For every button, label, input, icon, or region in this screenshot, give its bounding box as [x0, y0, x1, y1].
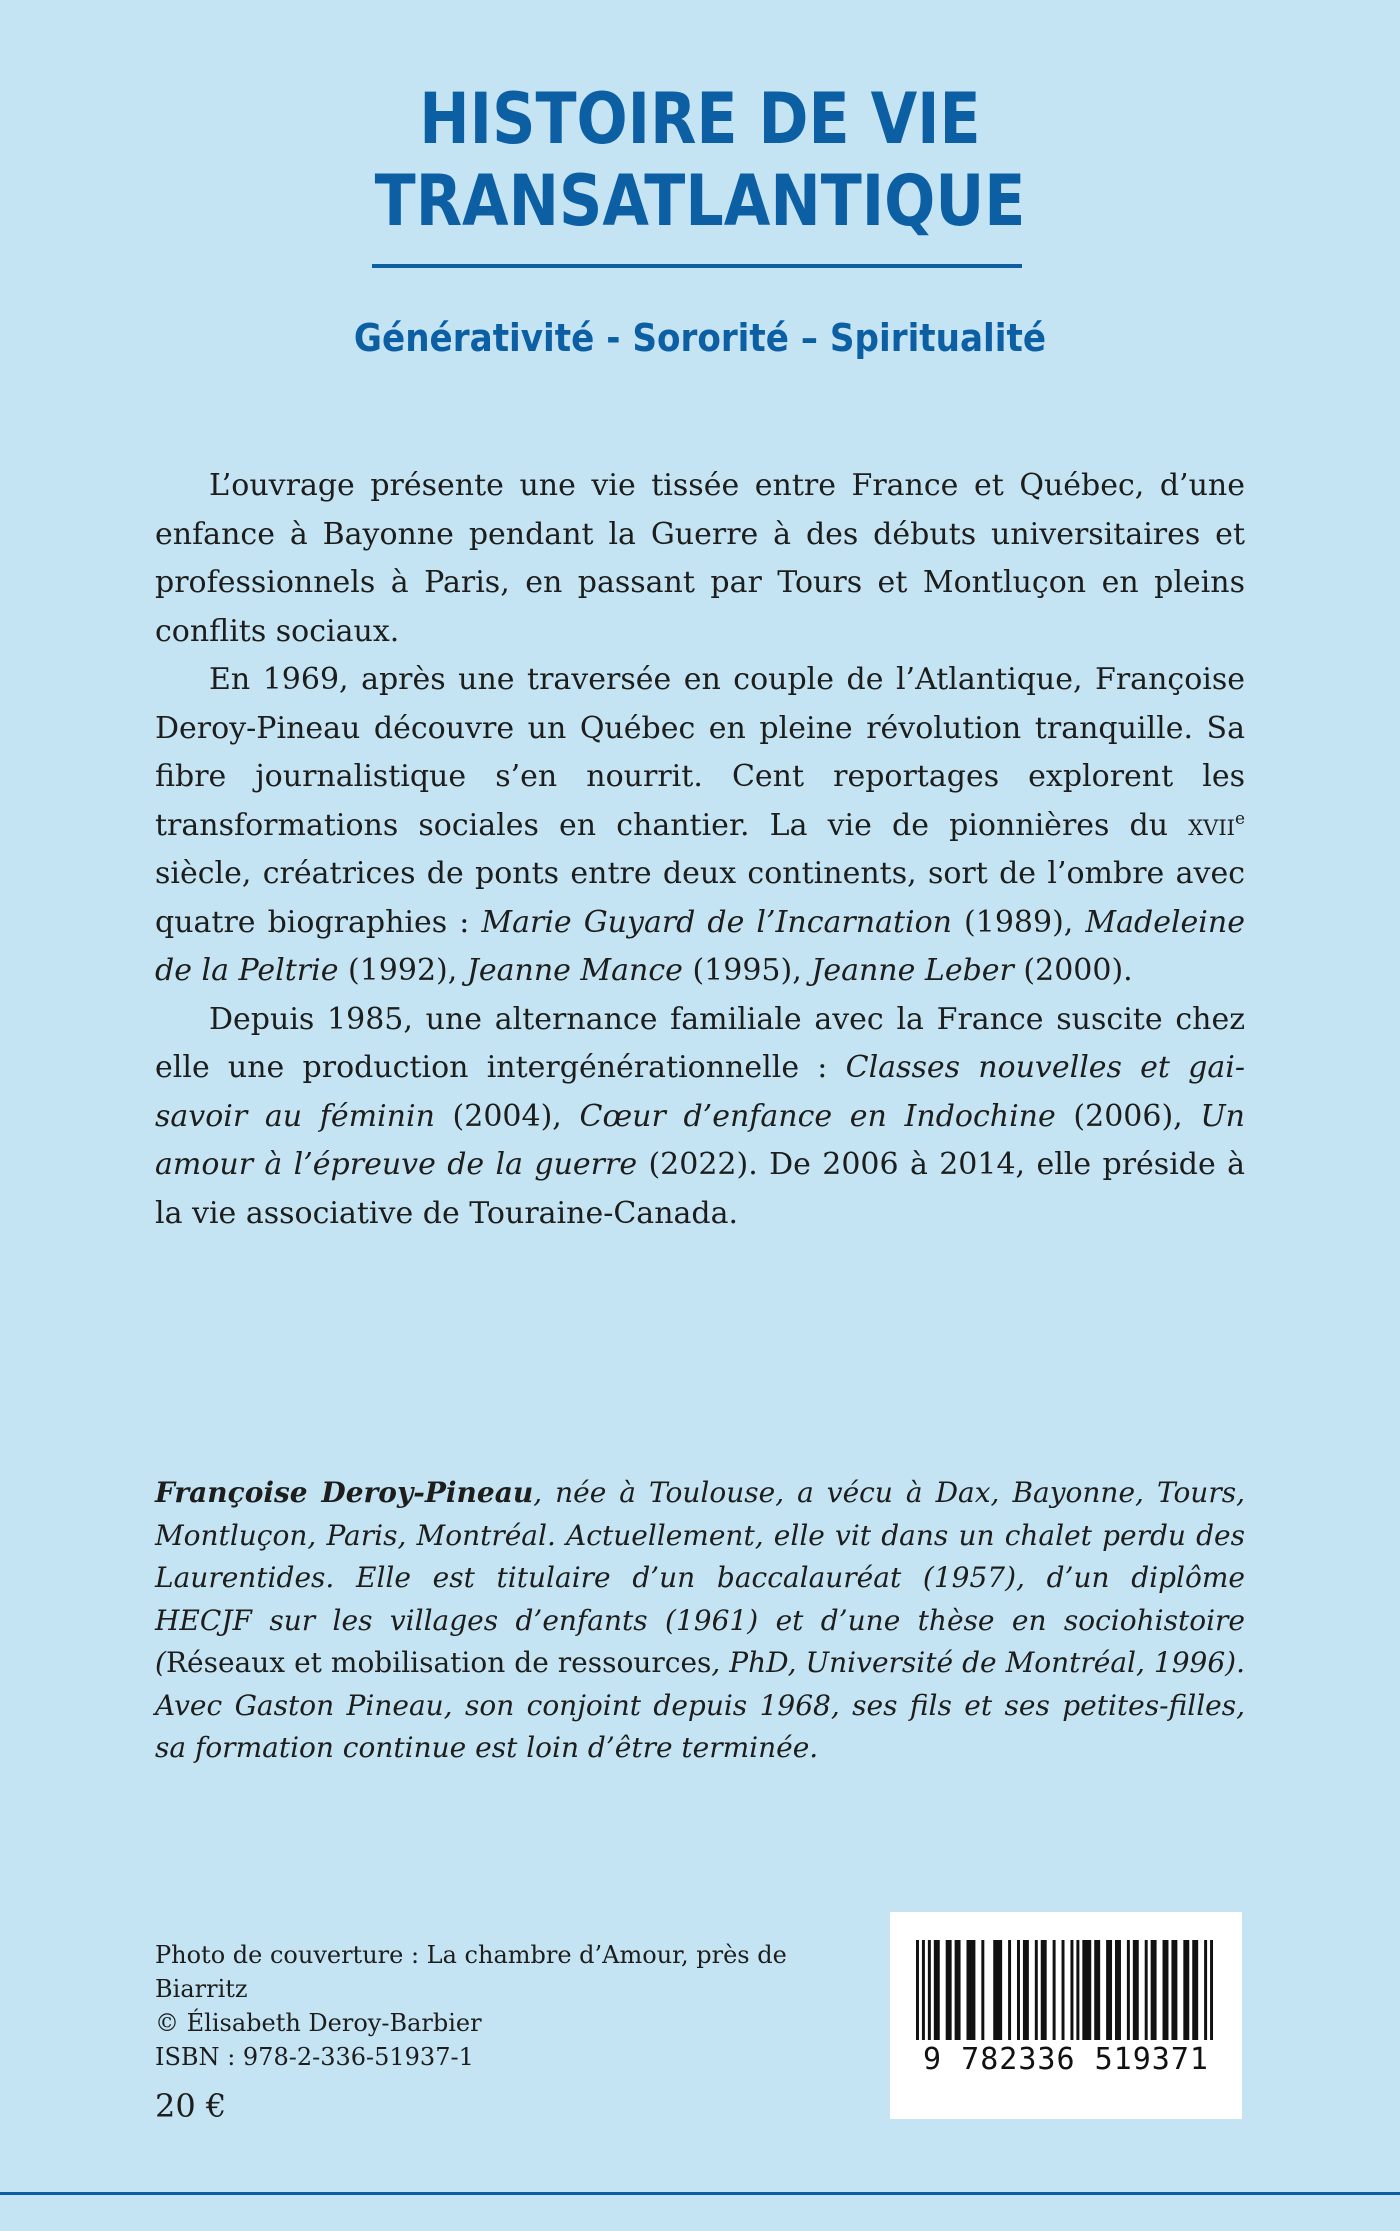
text-span: En 1969, après une traversée en couple de l’Atlantique, Françoise Deroy-Pineau découvre un Québec en pleine révolution tranquille. Sa fibre journalistique s’en nourrit. Cent reportages explorent les transformations sociales en chantier. La vie de pionnières du	[155, 662, 1245, 843]
barcode-bar	[1115, 1940, 1121, 2040]
book-title-italic: Jeanne Leber	[811, 953, 1014, 988]
barcode-bar	[946, 1940, 952, 2040]
barcode-bar	[1106, 1940, 1112, 2040]
barcode-bar	[1192, 1940, 1198, 2040]
summary-paragraph-1: L’ouvrage présente une vie tissée entre France et Québec, d’une enfance à Bayonne pendant la Guerre à des débuts universitaires et professionnels à Paris, en passant par Tours et Montluçon en pleins conflits sociaux.	[155, 468, 1245, 649]
book-title-italic: Classes nouvelles et gai-savoir au féminin	[155, 1050, 1245, 1134]
text-span: (1992),	[338, 953, 467, 988]
text-span: , PhD, Université de Montréal, 1996). Avec Gaston Pineau, son conjoint depuis 1968, ses fils et ses petites-filles, sa formation continue est loin d’être terminée.	[155, 1646, 1245, 1764]
barcode-bar	[1183, 1940, 1189, 2040]
century-superscript: e	[1234, 808, 1245, 829]
thesis-title: Réseaux et mobilisation de ressources	[165, 1646, 712, 1679]
text-span: (2022). De 2006 à 2014, elle préside à la vie associative de Touraine-Canada.	[155, 1147, 1245, 1231]
barcode-bar	[955, 1940, 961, 2040]
barcode-bar	[967, 1940, 976, 2040]
text-span: (2006),	[1055, 1098, 1201, 1134]
barcode-bar	[922, 1940, 925, 2040]
barcode-bar	[1041, 1940, 1047, 2040]
barcode	[890, 1912, 1242, 2119]
barcode-bar	[1163, 1940, 1169, 2040]
text-span: (1995),	[682, 953, 812, 988]
price: 20 €	[155, 2087, 227, 2125]
title-divider	[372, 264, 1022, 268]
text-span: (2004),	[434, 1098, 580, 1134]
barcode-bar	[993, 1940, 1002, 2040]
barcode-bar	[928, 1940, 931, 2040]
summary-paragraph-3	[155, 996, 1245, 1239]
book-subtitle: Générativité - Sororité – Spiritualité	[353, 316, 1047, 360]
text-span: Depuis 1985, une alternance familiale avec la France suscite chez elle une production intergénérationnelle :	[155, 1001, 1245, 1085]
isbn: ISBN : 978-2-336-51937-1	[155, 2043, 474, 2071]
barcode-bar	[1133, 1940, 1139, 2040]
author-name: Françoise Deroy-Pineau	[155, 1476, 534, 1509]
barcode-bar	[1076, 1940, 1079, 2040]
barcode-bar	[1082, 1940, 1091, 2040]
cover-photo-credit: Photo de couverture : La chambre d’Amour, près de Biarritz	[155, 1941, 787, 2003]
barcode-bar	[1053, 1940, 1056, 2040]
text-span: siècle, créatrices de ponts entre deux continents, sort de l’ombre avec quatre biographies :	[155, 856, 1245, 940]
barcode-bar	[1145, 1940, 1148, 2040]
summary-text	[155, 462, 1245, 1238]
barcode-bar	[934, 1940, 940, 2040]
barcode-bar	[1171, 1940, 1177, 2040]
barcode-bar	[1062, 1940, 1065, 2040]
text-span: , née à Toulouse, a vécu à Dax, Bayonne, Tours, Montluçon, Paris, Montréal. Actuellement, elle vit dans un chalet perdu des Laurentides. Elle est titulaire d’un baccalauréat (1957), d’un diplôme HECJF sur les villages d’enfants (1961) et d’une thèse en sociohistoire (	[155, 1476, 1245, 1679]
text-span: (2000).	[1013, 953, 1133, 988]
book-title-italic: Cœur d’enfance en Indochine	[579, 1098, 1056, 1134]
barcode-bar	[1204, 1940, 1207, 2040]
text-span: (1989),	[952, 904, 1086, 940]
barcode-bar	[1151, 1940, 1157, 2040]
book-title-italic: Madeleine de la Peltrie	[155, 904, 1245, 988]
century-numeral: xvii	[1188, 807, 1235, 843]
book-title: HISTOIRE DE VIE TRANSATLANTIQUE	[374, 78, 1026, 242]
barcode-bar	[1127, 1940, 1130, 2040]
barcode-bar	[1008, 1940, 1011, 2040]
summary-paragraph-2	[155, 656, 1245, 996]
barcode-bars	[916, 1940, 1216, 2040]
barcode-bar	[981, 1940, 984, 2040]
barcode-bar	[1035, 1940, 1038, 2040]
barcode-bar	[1210, 1940, 1213, 2040]
book-title-italic: Un amour à l’épreuve de la guerre	[155, 1098, 1245, 1182]
barcode-bar	[916, 1940, 919, 2040]
barcode-bar	[1023, 1940, 1029, 2040]
book-title-italic: Marie Guyard de l’Incarnation	[481, 904, 952, 940]
book-title-italic: Jeanne Mance	[466, 953, 683, 988]
barcode-bar	[1094, 1940, 1100, 2040]
author-bio	[155, 1472, 1245, 1770]
barcode-bar	[1017, 1940, 1020, 2040]
bottom-rule	[0, 2192, 1400, 2195]
barcode-digits: 9 782336 519371	[923, 2042, 1209, 2077]
barcode-bar	[1070, 1940, 1073, 2040]
photo-credits	[155, 1938, 855, 2040]
copyright-line: © Élisabeth Deroy-Barbier	[155, 2009, 482, 2037]
